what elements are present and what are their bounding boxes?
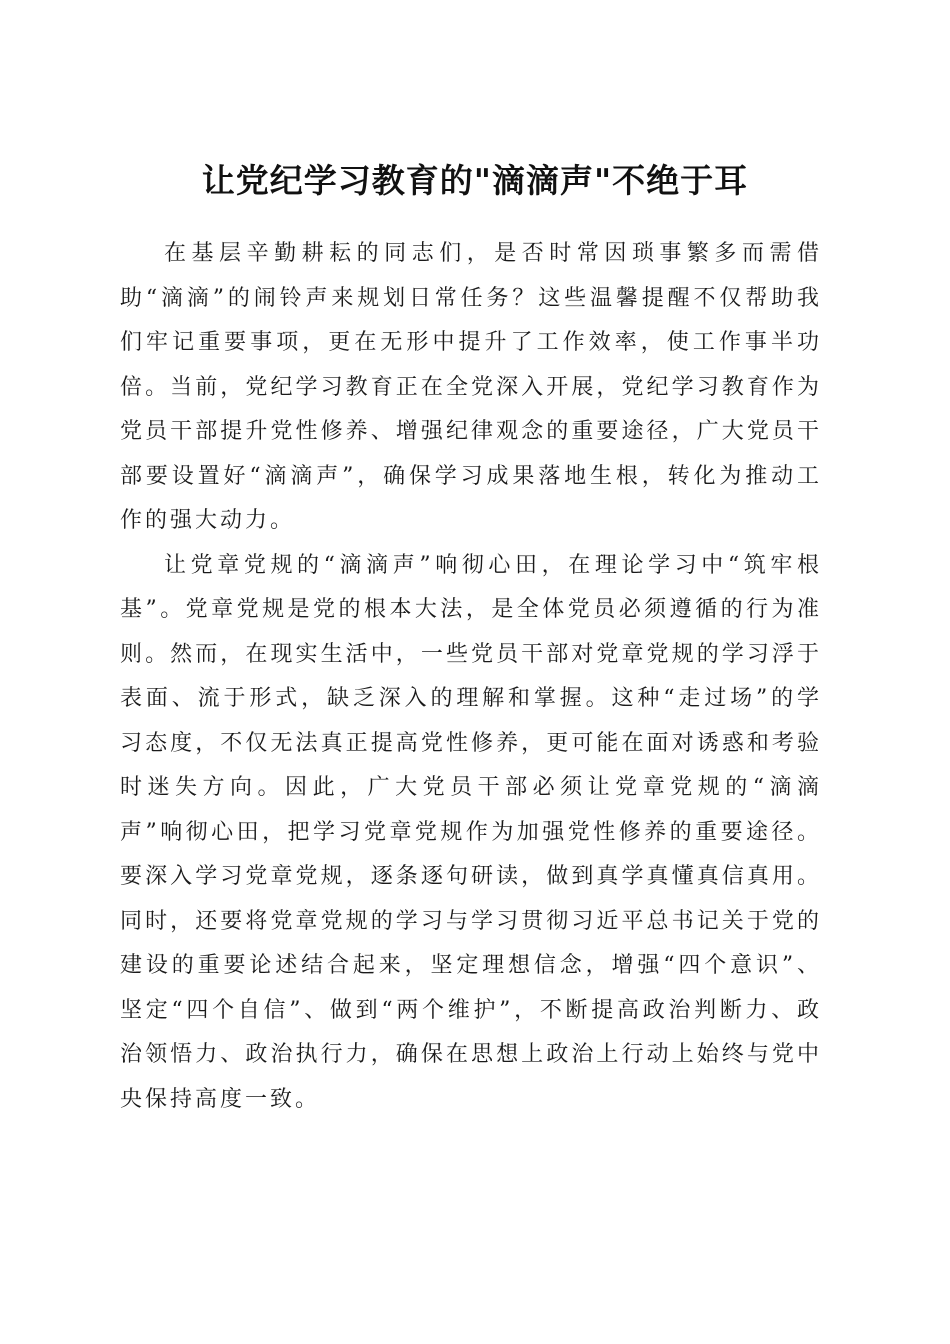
paragraph-2: 让党章党规的“滴滴声”响彻心田，在理论学习中“筑牢根基”。党章党规是党的根本大法，是全体党员必须遵循的行为准则。然而，在现实生活中，一些党员干部对党章党规的学习浮于表面、流于形式，缺乏深入的理解和掌握。这种“走过场”的学习态度，不仅无法真正提高党性修养，更可能在面对诱惑和考验时迷失方向。因此，广大党员干部必须让党章党规的“滴滴声”响彻心田，把学习党章党规作为加强党性修养的重要途径。要深入学习党章党规，逐条逐句研读，做到真学真懂真信真用。同时，还要将党章党规的学习与学习贯彻习近平总书记关于党的建设的重要论述结合起来，坚定理想信念，增强“四个意识”、坚定“四个自信”、做到“两个维护”，不断提高政治判断力、政治领悟力、政治执行力，确保在思想上政治上行动上始终与党中央保持高度一致。 [120, 552, 822, 1112]
document-title: 让党纪学习教育的"滴滴声"不绝于耳 [201, 161, 749, 201]
paragraph-1: 在基层辛勤耕耘的同志们，是否时常因琐事繁多而需借助“滴滴”的闹铃声来规划日常任务？这些温馨提醒不仅帮助我们牢记重要事项，更在无形中提升了工作效率，使工作事半功倍。当前，党纪学习教育正在全党深入开展，党纪学习教育作为党员干部提升党性修养、增强纪律观念的重要途径，广大党员干部要设置好“滴滴声”，确保学习成果落地生根，转化为推动工作的强大动力。 [120, 241, 822, 533]
document-body [120, 232, 822, 1122]
